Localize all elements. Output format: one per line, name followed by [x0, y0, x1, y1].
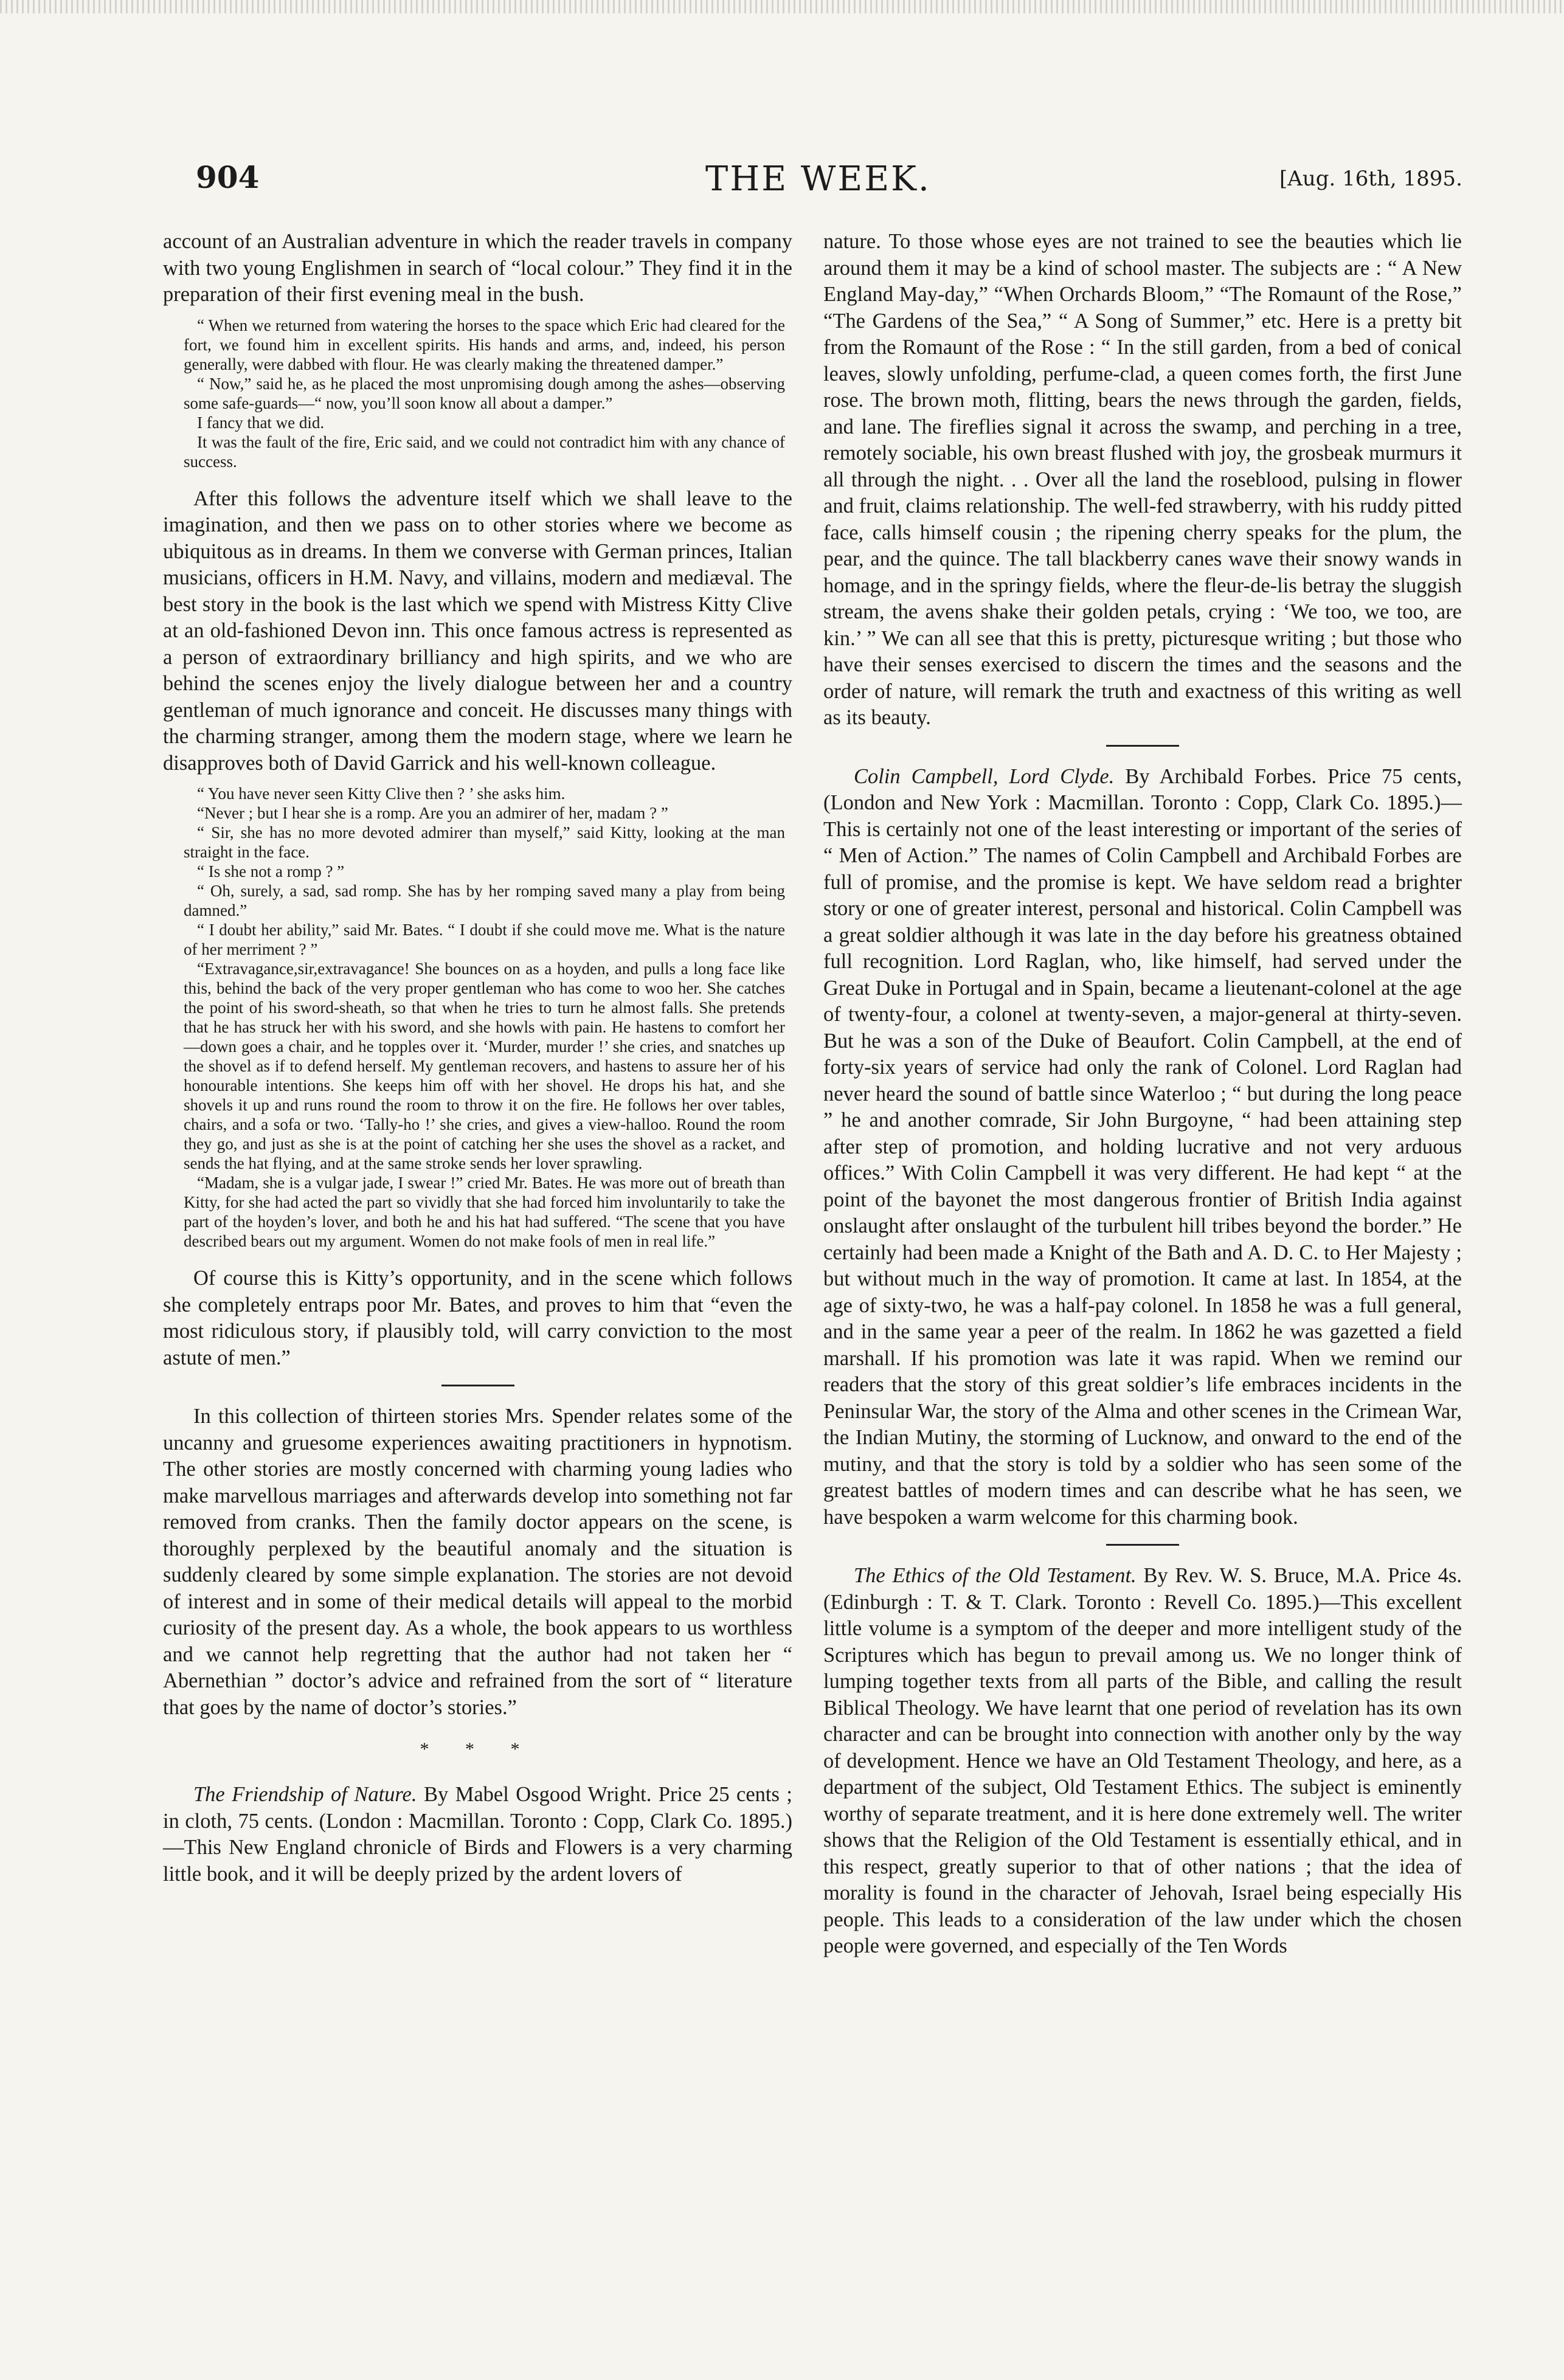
paragraph: In this collection of thirteen stories Mrs. Spender relates some of the uncanny and gruesome experiences awaiting practitioners in hypnotism. The other stories are mostly concerned with charming young ladies who make marvellous marriages and afterwards develop into something not far removed from cranks. Then the family doctor appears on the scene, is thoroughly perplexed by the beautiful anomaly and the situation is suddenly cleared by some simple explanation. The stories are not devoid of interest and in some of their medical details will appeal to the morbid curiosity of the present day. As a whole, the book appears to us worthless and we cannot help regretting that the author had not taken her “ Abernethian ” doctor’s advice and refrained from the sort of “ literature that goes by the name of doctor’s stories.”	[163, 1405, 792, 1719]
paragraph: nature. To those whose eyes are not trained to see the beauties which lie around them it may be a kind of school master. The subjects are : “ A New England May-day,” “When Orchards Bloom,” “The Romaunt of the Rose,” “The Gardens of the Sea,” “ A Song of Summer,” etc. Here is a pretty bit from the Romaunt of the Rose : “ In the still garden, from a bed of conical leaves, slowly unfolding, perfume-clad, a queen comes forth, the first June rose. The brown moth, flitting, bears the news through the garden, fields, and lane. The fireflies signal it across the swamp, and perching in a tree, remotely sociable, his own breast flushed with joy, the grosbeak murmurs it all through the night. . . Over all the land the roseblood, pulsing in flower and fruit, claims relationship. The well-fed strawberry, with his ruddy pitted face, calls himself cousin ; the ripening cherry speaks for the plum, the pear, and the quince. The tall blackberry canes wave their snowy wands in homage, and in the springy fields, where the fleur-de-lis betray the sluggish stream, the avens shake their golden petals, crying : ‘We too, we too, are kin.’ ” We can all see that this is pretty, picturesque writing ; but those who have their senses exercised to discern the times and the seasons and the order of nature, will remark the truth and exactness of this writing as well as its beauty.	[823, 230, 1462, 729]
review-paragraph	[823, 764, 1462, 1531]
page-number: 904	[196, 159, 260, 195]
block-quote: “Never ; but I hear she is a romp. Are you an admirer of her, madam ? ”	[197, 804, 668, 822]
block-quote: It was the fault of the fire, Eric said, and we could not contradict him with any chance of success.	[184, 432, 785, 471]
review-paragraph	[163, 1782, 792, 1887]
section-divider	[441, 1385, 514, 1386]
scan-edge-noise	[0, 0, 1564, 13]
block-quote: “ Oh, surely, a sad, sad romp. She has by her romping saved many a play from being damned.”	[184, 882, 785, 919]
block-quote: I fancy that we did.	[197, 413, 325, 432]
review-paragraph	[823, 1563, 1462, 1960]
section-divider	[1106, 1544, 1179, 1546]
block-quote: “ When we returned from watering the horses to the space which Eric had cleared for the fort, we found him in excellent spirits. His hands and arms, and, indeed, his person generally, were dabbed with flour. He was clearly making the threatened damper.”	[184, 316, 785, 373]
paragraph: account of an Australian adventure in which the reader travels in company with two young Englishmen in search of “local colour.” They find it in the preparation of their first evening meal in the bush.	[163, 230, 792, 306]
review-text: By Mabel Osgood Wright. Price 25 cents ; in cloth, 75 cents. (London : Macmillan. Toronto : Copp, Clark Co. 1895.)—This New England chronicle of Birds and Flowers is a very charming little book, and it will be deeply prized by the ardent lovers of	[163, 1783, 792, 1886]
block-quote: “Extravagance,sir,extravagance! She bounces on as a hoyden, and pulls a long face like this, behind the back of the very proper gentleman who has come to woo her. She catches the point of his sword-sheath, so that when he tries to turn he almost falls. She pretends that he has struck her with his sword, and she howls with pain. He hastens to comfort her—down goes a chair, and he topples over it. ‘Murder, murder !’ she cries, and snatches up the shovel as if to defend herself. My gentleman recovers, and hastens to assure her of his honourable intentions. She keeps him off with her shovel. He drops his hat, and she shovels it up and runs round the room to throw it on the fire. He follows her over tables, chairs, and a sofa or two. ‘Tally-ho !’ she cries, and gives a view-halloo. Round the room they go, and just as she is at the point of catching her she uses the shovel as a racket, and sends the hat flying, and at the same stroke sends her lover sprawling.	[184, 960, 785, 1172]
right-column	[823, 229, 1462, 1967]
publication-title: THE WEEK.	[705, 159, 931, 199]
block-quote: “ I doubt her ability,” said Mr. Bates. “ I doubt if she could move me. What is the nature of her merriment ? ”	[184, 921, 785, 958]
review-text: By Rev. W. S. Bruce, M.A. Price 4s. (Edinburgh : T. & T. Clark. Toronto : Revell Co. 1895.)—This excellent little volume is a symptom of the deeper and more intelligent study of the Scriptures which has begun to prevail among us. We no longer think of lumping together texts from all parts of the Bible, and calling the result Biblical Theology. We have learnt that one period of revelation has its own character and can be brought into connection with another only by the way of development. Hence we have an Old Testament Theology, and here, as a department of the subject, Old Testament Ethics. The subject is eminently worthy of separate treatment, and it is here done extremely well. The writer shows that the Religion of the Old Testament is essentially ethical, and in this respect, greatly superior to that of other nations ; that the idea of morality is found in the character of Jehovah, Israel being especially His people. This leads to a consideration of the law under which the chosen people were governed, and especially of the Ten Words	[823, 1564, 1462, 1957]
page-header	[0, 159, 1564, 208]
left-column	[163, 229, 792, 1895]
block-quote: “ Sir, she has no more devoted admirer than myself,” said Kitty, looking at the man straight in the face.	[184, 823, 785, 861]
book-title: The Ethics of the Old Testament.	[854, 1564, 1137, 1587]
section-divider	[1106, 745, 1179, 747]
book-title: The Friendship of Nature.	[193, 1783, 417, 1806]
book-title: Colin Campbell, Lord Clyde.	[854, 764, 1115, 788]
paragraph: After this follows the adventure itself which we shall leave to the imagination, and then we pass on to other stories where we become as ubiquitous as in dreams. In them we converse with German princes, Italian musicians, officers in H.M. Navy, and villains, modern and mediæval. The best story in the book is the last which we spend with Mistress Kitty Clive at an old-fashioned Devon inn. This once famous actress is represented as a person of extraordinary brilliancy and high spirits, and we who are behind the scenes enjoy the lively dialogue between her and a country gentleman of much ignorance and conceit. He discusses many things with the charming stranger, among them the modern stage, where we learn he disapproves both of David Garrick and his well-known colleague.	[163, 486, 792, 775]
paragraph: Of course this is Kitty’s opportunity, and in the scene which follows she completely entraps poor Mr. Bates, and proves to him that “even the most ridiculous story, if plausibly told, will carry conviction to the most astute of men.”	[163, 1267, 792, 1369]
block-quote: “ Is she not a romp ? ”	[197, 862, 345, 880]
asterism-divider: * * *	[420, 1739, 536, 1759]
issue-date: [Aug. 16th, 1895.	[1279, 167, 1462, 191]
block-quote: “Madam, she is a vulgar jade, I swear !” cried Mr. Bates. He was more out of breath than Kitty, for she had acted the part so vividly that she had forced him involuntarily to take the part of the hoyden’s lover, and both he and his hat had suffered. “The scene that you have described bears out my argument. Women do not make fools of men in real life.”	[184, 1174, 785, 1250]
block-quote: “ You have never seen Kitty Clive then ? ’ she asks him.	[197, 784, 566, 803]
review-text: By Archibald Forbes. Price 75 cents, (London and New York : Macmillan. Toronto : Copp, Clark Co. 1895.)—This is certainly not one of the least interesting or important of the series of “ Men of Action.” The names of Colin Campbell and Archibald Forbes are full of promise, and the promise is kept. We have seldom read a brighter story or one of greater interest, personal and historical. Colin Campbell was a great soldier although it was late in the day before his greatness obtained full recognition. Lord Raglan, who, like himself, had served under the Great Duke in Portugal and in Spain, became a lieutenant-colonel at the age of twenty-four, a colonel at twenty-seven, a major-general at thirty-seven. But he was a son of the Duke of Beaufort. Colin Campbell, at the end of forty-six years of service had only the rank of Colonel. Lord Raglan had never heard the sound of battle since Waterloo ; “ but during the long peace ” he and another comrade, Sir John Burgoyne, “ had been attaining step after step of promotion, and holding lucrative and not very arduous offices.” With Colin Campbell it was very different. He had kept “ at the point of the bayonet the most dangerous frontier of British India against onslaught after onslaught of the turbulent hill tribes beyond the border.” He certainly had been made a Knight of the Bath and A. D. C. to Her Majesty ; but without much in the way of promotion. It came at last. In 1854, at the age of sixty-two, he was a half-pay colonel. In 1858 he was a full general, and in the same year a peer of the realm. In 1862 he was gazetted a field marshall. If his promotion was late it was rapid. When we remind our readers that the story of this great soldier’s life embraces incidents in the Peninsular War, the story of the Alma and other scenes in the Crimean War, the Indian Mutiny, the storming of Lucknow, and onward to the end of the mutiny, and that the story is told by a soldier who has seen some of the greatest battles of modern times and can describe what he has seen, we have bespoken a warm welcome for this charming book.	[823, 764, 1462, 1529]
block-quote: “ Now,” said he, as he placed the most unpromising dough among the ashes—observing some safe-guards—“ now, you’ll soon know all about a damper.”	[184, 374, 785, 412]
